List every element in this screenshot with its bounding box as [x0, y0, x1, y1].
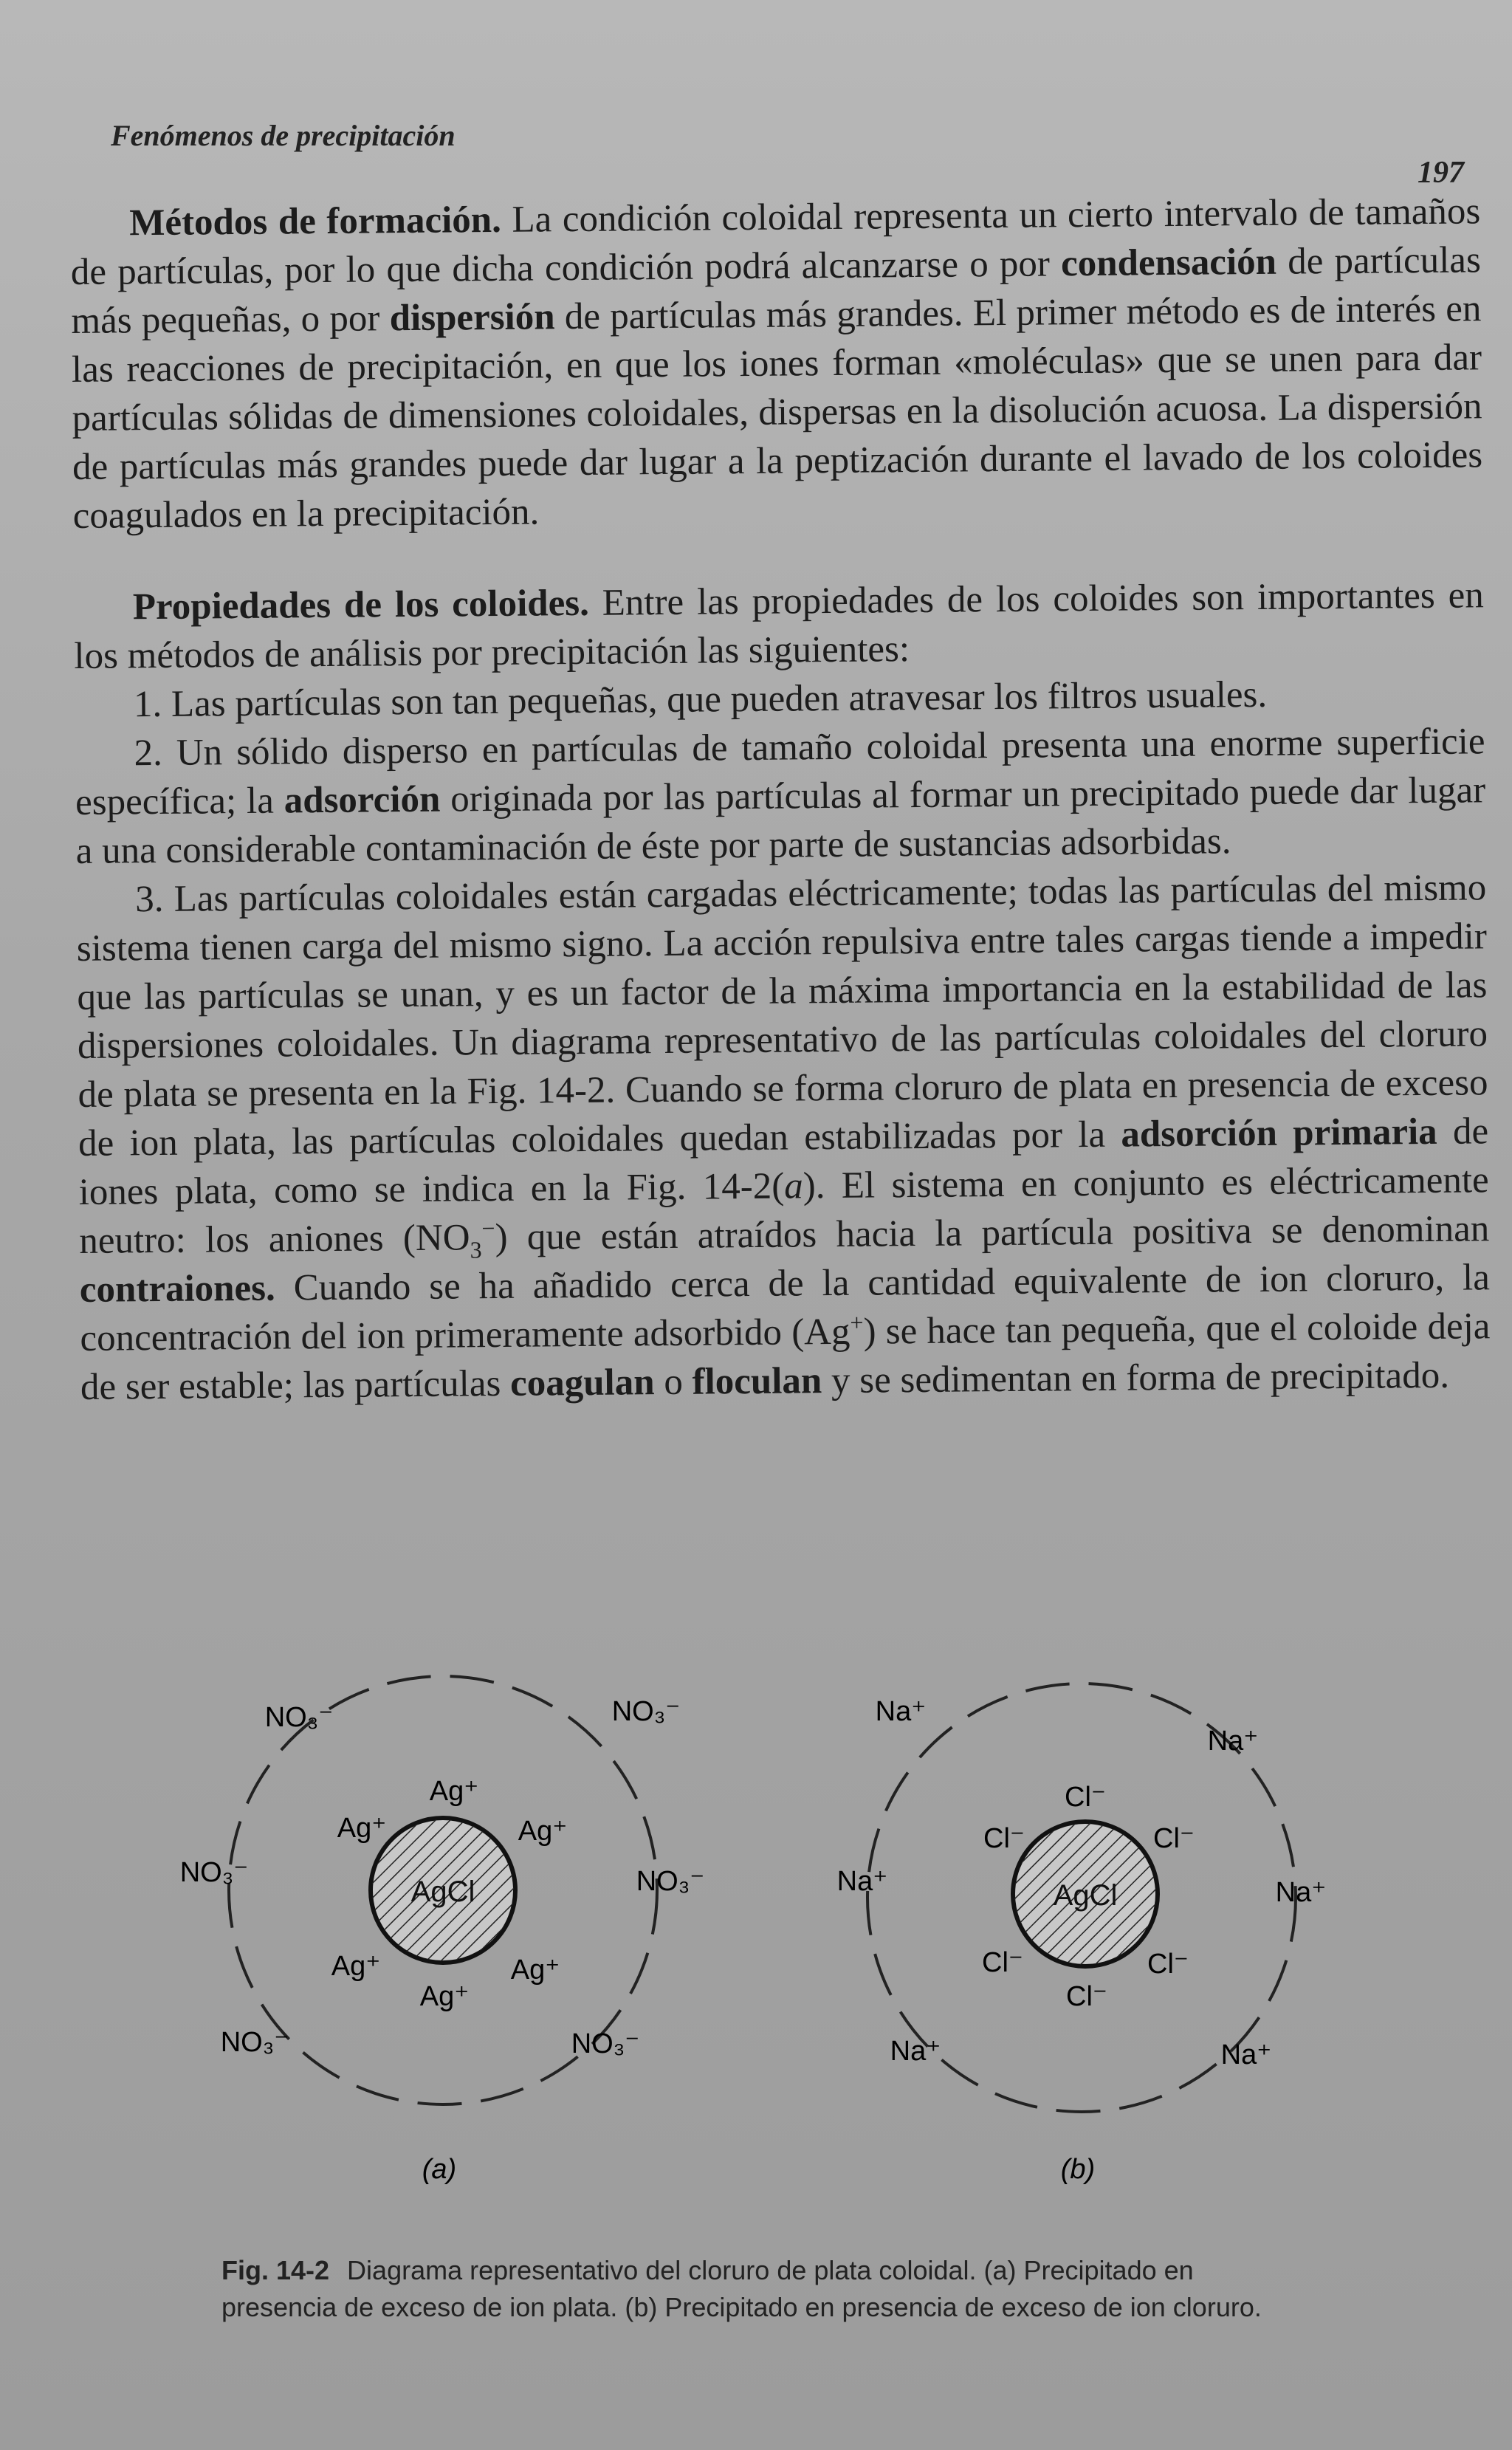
- heading-methods: Métodos de formación.: [129, 199, 502, 244]
- text-run: y se sedimentan en forma de precipitado.: [822, 1354, 1450, 1402]
- text-run: ) se hace tan pequeña, que el coloide deja de ser estable; las partículas: [80, 1305, 1491, 1408]
- paragraph-properties: [74, 571, 1485, 681]
- outer-ion-b: Na⁺: [890, 2036, 941, 2067]
- text-run: de partículas más grandes. El primer método es de interés en las reacciones de precipitación, en que los iones forman «moléculas» que se unen para dar partículas sólidas de dimensiones coloidales, dispersas en la disolución acuosa. La dispersión de partículas más grandes puede dar lugar a la peptización durante el lavado de los coloides coagulados en la precipitación.: [71, 288, 1483, 537]
- text-run: 2. Un sólido disperso en partículas de tamaño coloidal presenta una enorme superficie específica; la: [75, 721, 1485, 823]
- bold-term: coagulan: [509, 1362, 655, 1404]
- outer-ion-a: NO₃⁻: [611, 1696, 681, 1727]
- text-run: ) que están atraídos hacia la partícula positiva se denominan: [495, 1208, 1490, 1259]
- heading-properties: Propiedades de los coloides.: [132, 582, 590, 628]
- text-run: 3. Las partículas coloidales están cargadas eléctricamente; todas las partículas del mismo sistema tienen carga del mismo signo. La acción repulsiva entre tales cargas tiende a impedir que las partículas se unan, y es un factor de la máxima importancia en la estabilidad de las dispersiones coloidales. Un diagrama representativo de las partículas coloidales del cloruro de plata se presenta en la Fig. 14-2. Cuando se forma cloruro de plata en presencia de exceso de ion plata, las partículas coloidales quedan estabilizadas por la: [76, 867, 1488, 1164]
- inner-ion-a: Ag⁺: [331, 1951, 381, 1982]
- bold-term: adsorción: [284, 778, 441, 822]
- list-item-2: [75, 717, 1486, 876]
- outer-ion-b: Na⁺: [1275, 1877, 1327, 1908]
- core-label-b: AgCl: [1053, 1879, 1118, 1912]
- list-item-3: [76, 863, 1491, 1412]
- inner-ion-b: Cl⁻: [983, 1823, 1025, 1854]
- subfigure-label-b: (b): [1060, 2154, 1096, 2185]
- bold-term: floculan: [692, 1360, 822, 1403]
- inner-ion-b: Cl⁻: [1147, 1949, 1189, 1980]
- figure-svg: [170, 1647, 1381, 2193]
- inner-ion-b: Cl⁻: [1065, 1782, 1106, 1813]
- outer-ion-a: NO₃⁻: [636, 1866, 705, 1897]
- outer-ion-a: NO₃⁻: [179, 1857, 249, 1888]
- text-run: de iones plata, como se indica en la Fig. 14-2(: [78, 1111, 1489, 1213]
- outer-ion-b: Na⁺: [1220, 2039, 1272, 2070]
- body-text: [70, 187, 1491, 1412]
- inner-ion-b: Cl⁻: [982, 1947, 1023, 1978]
- bold-term: dispersión: [389, 296, 555, 340]
- diagram-a: [180, 1676, 705, 2185]
- outer-ion-a: NO₃⁻: [264, 1702, 334, 1733]
- list-item-1: 1. Las partículas son tan pequeñas, que pueden atravesar los filtros usuales.: [133, 673, 1268, 726]
- diagram-b: [837, 1684, 1327, 2185]
- outer-ion-b: Na⁺: [1207, 1726, 1259, 1757]
- text-run: originada por las partículas al formar un precipitado puede dar lugar a una considerable contaminación de éste por parte de sustancias adsorbidas.: [75, 769, 1486, 872]
- subscript: 3: [470, 1236, 482, 1263]
- page-number: 197: [1418, 156, 1464, 190]
- bold-term: condensación: [1060, 241, 1277, 285]
- figure-14-2: [170, 1647, 1381, 2193]
- inner-ion-a: Ag⁺: [518, 1816, 568, 1847]
- outer-ion-b: Na⁺: [836, 1866, 888, 1897]
- bold-term: adsorción primaria: [1121, 1111, 1437, 1156]
- figure-caption: [221, 2252, 1299, 2326]
- inner-ion-b: Cl⁻: [1153, 1823, 1195, 1854]
- paragraph-methods: [70, 187, 1483, 541]
- core-label-a: AgCl: [410, 1876, 475, 1908]
- inner-ion-a: Ag⁺: [419, 1981, 470, 2012]
- text-run: de partículas más pequeñas, o por: [71, 239, 1482, 342]
- superscript: −: [481, 1215, 495, 1242]
- outer-ion-a: NO₃⁻: [220, 2027, 289, 2058]
- text-run: Entre las propiedades de los coloides son importantes en los métodos de análisis por precipitación las siguientes:: [74, 574, 1484, 677]
- caption-text: Diagrama representativo del cloruro de plata coloidal. (a) Precipitado en presencia de exceso de ion plata. (b) Precipitado en presencia de exceso de ion cloruro.: [221, 2255, 1262, 2322]
- inner-ion-a: Ag⁺: [429, 1776, 479, 1807]
- inner-ion-a: Ag⁺: [510, 1955, 560, 1986]
- superscript: +: [850, 1308, 864, 1336]
- subfigure-label-a: (a): [422, 2154, 457, 2185]
- bold-term: contraiones.: [79, 1267, 276, 1311]
- text-run: ). El sistema en conjunto es eléctricamente neutro: los aniones (NO: [79, 1159, 1489, 1262]
- outer-ion-a: NO₃⁻: [571, 2028, 640, 2059]
- inner-ion-a: Ag⁺: [337, 1813, 387, 1844]
- italic-run: a: [783, 1165, 803, 1207]
- running-head: Fenómenos de precipitación: [111, 119, 456, 152]
- text-run: La condición coloidal representa un cierto intervalo de tamaños de partículas, por lo que dicha condición podrá alcanzarse o por: [70, 191, 1481, 293]
- text-run: Cuando se ha añadido cerca de la cantidad equivalente de ion cloruro, la concentración del ion primeramente adsorbido (Ag: [80, 1257, 1491, 1359]
- text-run: o: [654, 1361, 693, 1404]
- inner-ion-b: Cl⁻: [1066, 1981, 1107, 2012]
- outer-ion-b: Na⁺: [875, 1696, 927, 1727]
- caption-label: Fig. 14-2: [221, 2255, 330, 2285]
